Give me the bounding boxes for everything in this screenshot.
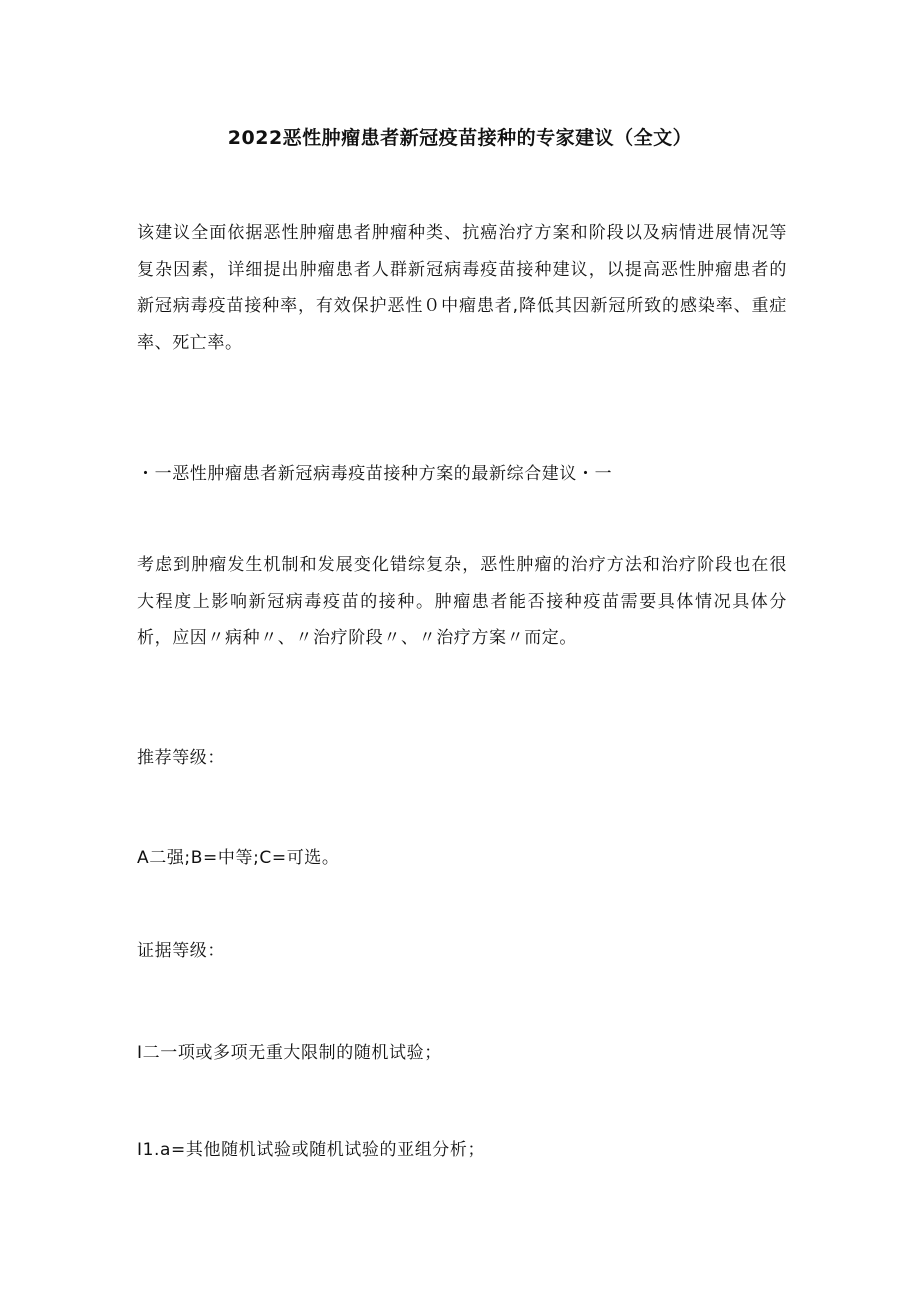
document-title: 2022恶性肿瘤患者新冠疫苗接种的专家建议（全文） xyxy=(227,127,693,149)
recommendation-label: 推荐等级： xyxy=(137,748,225,768)
recommendation-levels: A二强;B=中等;C=可选。 xyxy=(137,848,340,868)
intro-paragraph: 该建议全面依据恶性肿瘤患者肿瘤种类、抗癌治疗方案和阶段以及病情进展情况等复杂因素，详细提出肿瘤患者人群新冠病毒疫苗接种建议，以提高恶性肿瘤患者的新冠病毒疫苗接种率，有效保护恶性０中瘤患者,降低其因新冠所致的感染率、重症率、死亡率。 xyxy=(137,223,787,353)
section-heading: ・一恶性肿瘤患者新冠病毒疫苗接种方案的最新综合建议・一 xyxy=(137,464,613,484)
evidence-label: 证据等级： xyxy=(137,941,225,961)
evidence-item: I二一项或多项无重大限制的随机试验； xyxy=(137,1043,442,1063)
evidence-item: I1.a=其他随机试验或随机试验的亚组分析； xyxy=(137,1140,486,1160)
factors-paragraph: 考虑到肿瘤发生机制和发展变化错综复杂，恶性肿瘤的治疗方法和治疗阶段也在很大程度上影响新冠病毒疫苗的接种。肿瘤患者能否接种疫苗需要具体情况具体分析，应因〃病种〃、〃治疗阶段〃、〃治疗方案〃而定。 xyxy=(137,555,787,648)
